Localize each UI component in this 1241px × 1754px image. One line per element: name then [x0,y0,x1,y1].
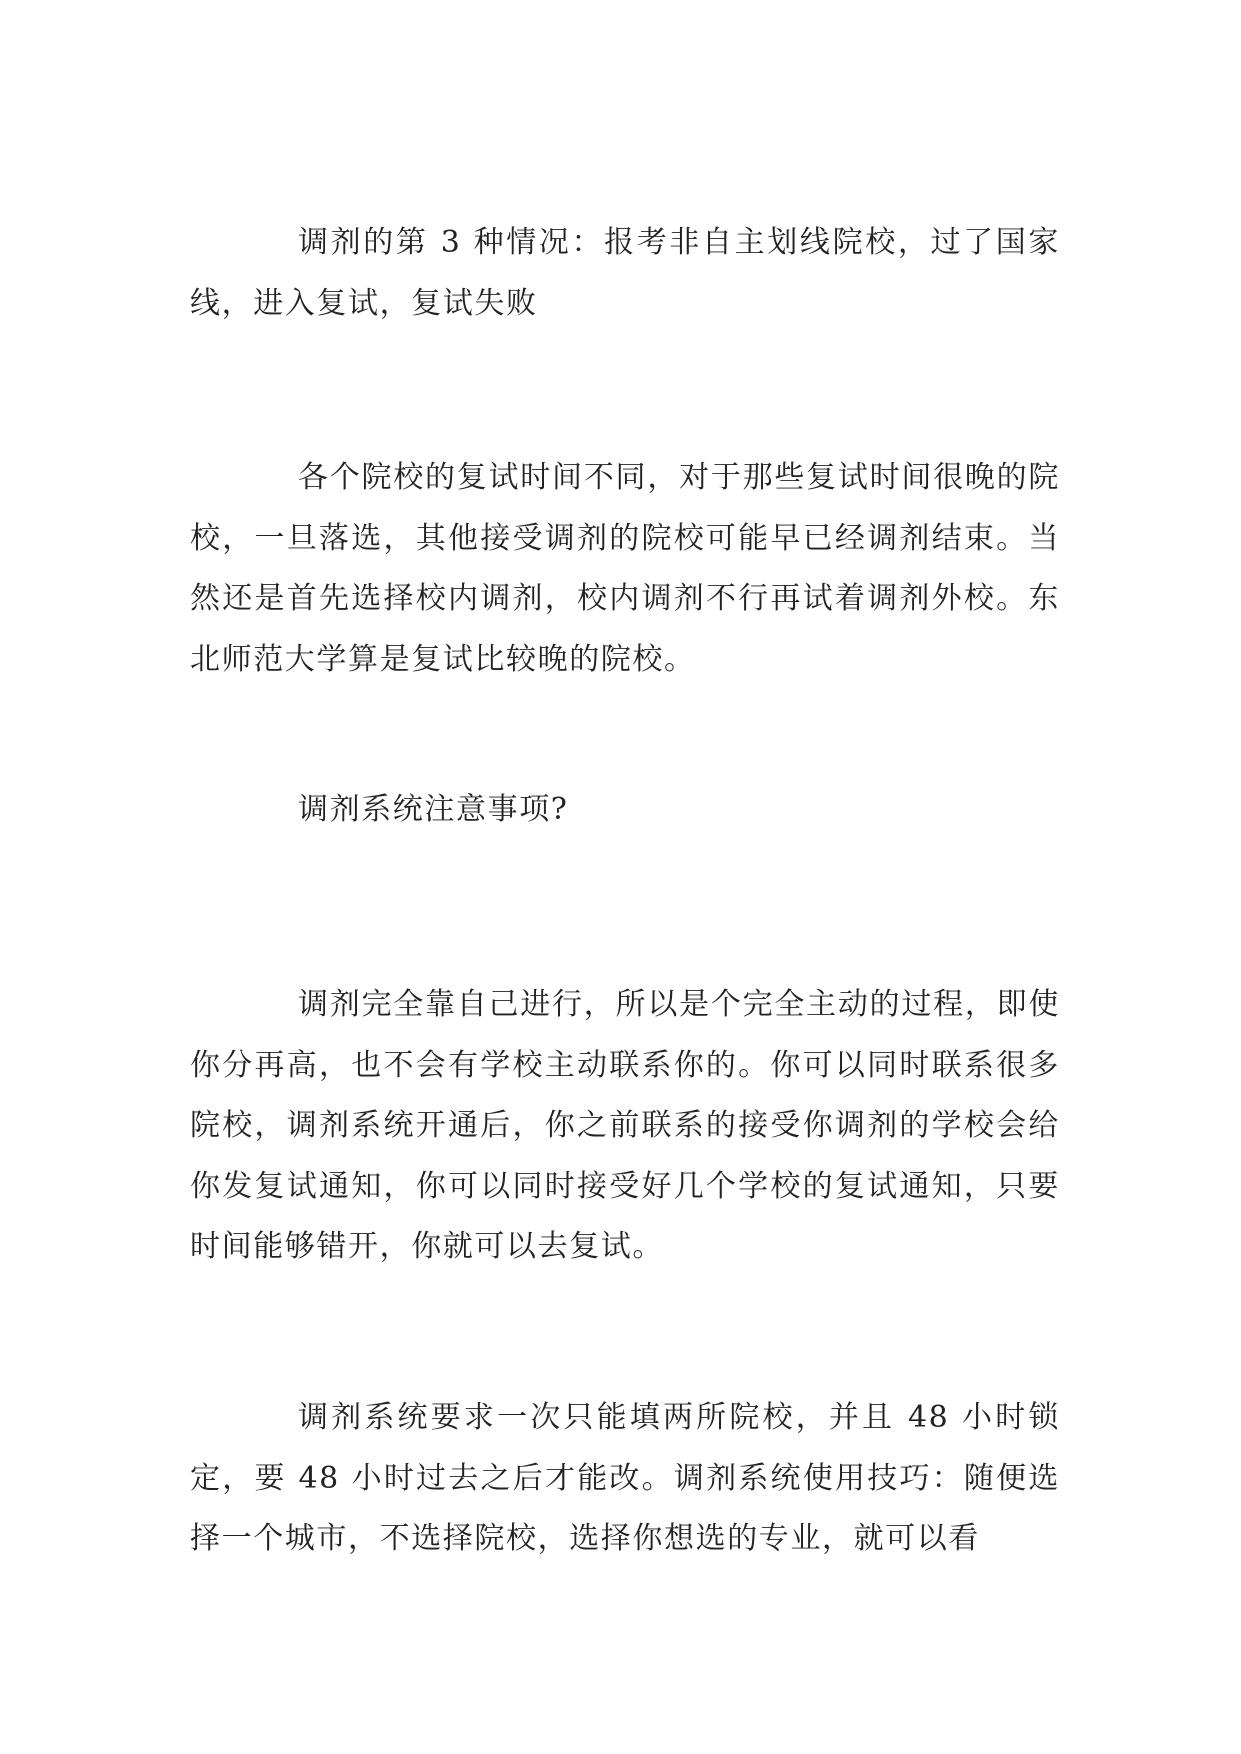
paragraph-case-3: 调剂的第 3 种情况：报考非自主划线院校，过了国家线，进入复试，复试失败 [190,225,1060,321]
paragraph-self-driven: 调剂完全靠自己进行，所以是个完全主动的过程，即使你分再高，也不会有学校主动联系你的。你可以同时联系很多院校，调剂系统开通后，你之前联系的接受你调剂的学校会给你发复试通知，你可以同时接受好几个学校的复试通知，只要时间能够错开，你就可以去复试。 [190,987,1060,1264]
paragraph-system-rules: 调剂系统要求一次只能填两所院校，并且 48 小时锁定，要 48 小时过去之后才能改。调剂系统使用技巧：随便选择一个城市，不选择院校，选择你想选的专业，就可以看 [190,1400,1060,1556]
section-heading-notes: 调剂系统注意事项? [298,792,569,827]
paragraph-retest-timing: 各个院校的复试时间不同，对于那些复试时间很晚的院校，一旦落选，其他接受调剂的院校可能早已经调剂结束。当然还是首先选择校内调剂，校内调剂不行再试着调剂外校。东北师范大学算是复试比较晚的院校。 [190,460,1060,677]
